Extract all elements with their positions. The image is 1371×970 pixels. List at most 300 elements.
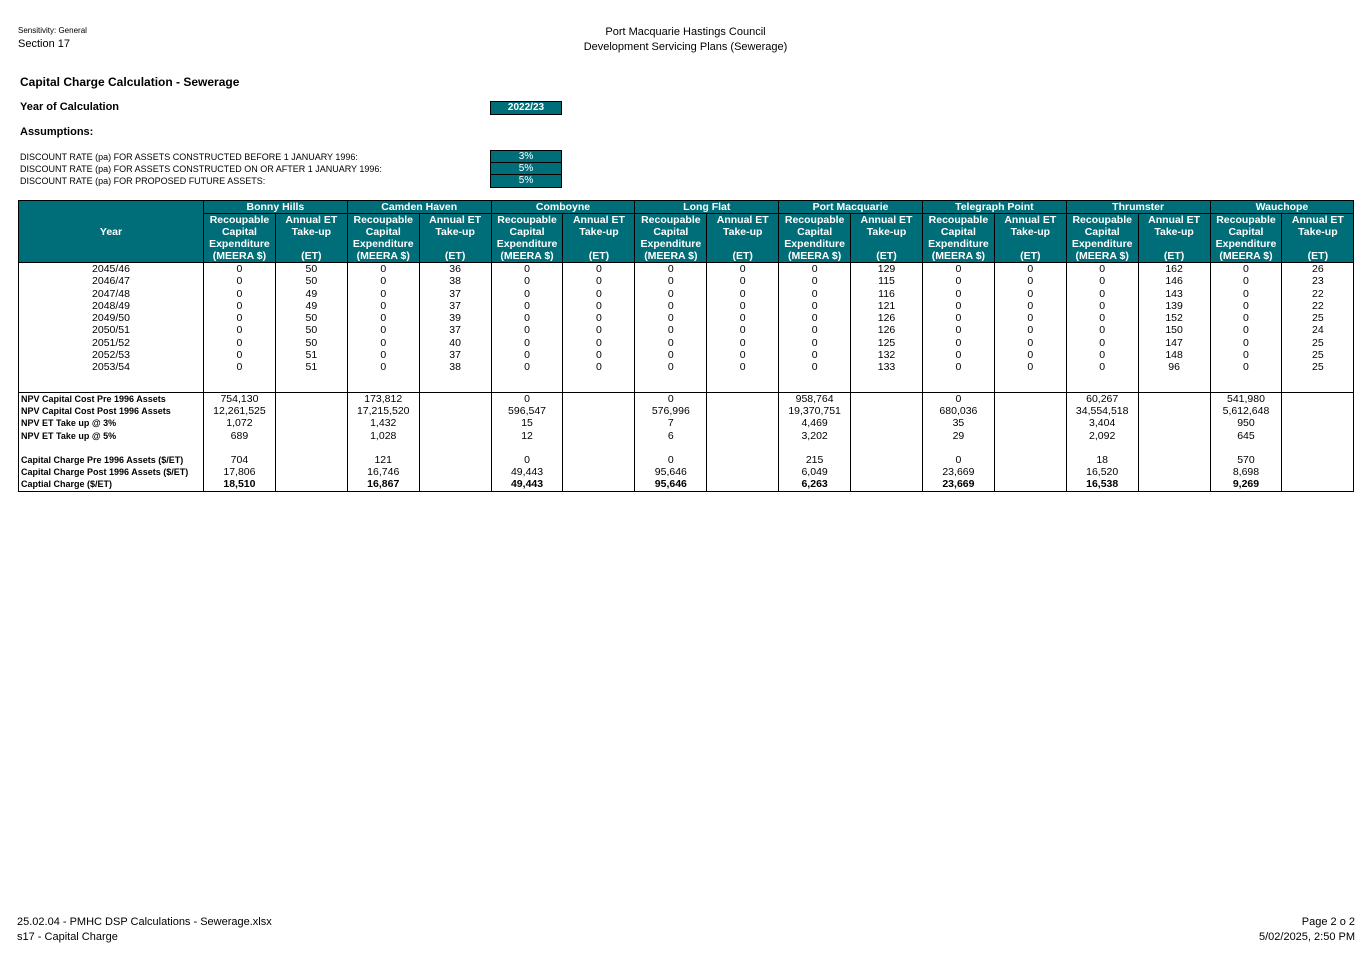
empty-cell	[275, 417, 347, 429]
discount-rate-value-pre-1996[interactable]: 3%	[490, 150, 562, 163]
city-header: Long Flat	[635, 201, 779, 214]
empty-cell	[419, 417, 491, 429]
footer-file-name: 25.02.04 - PMHC DSP Calculations - Sewerage.xlsx	[17, 916, 272, 928]
table-row	[19, 337, 1354, 349]
value-cell: 0	[779, 263, 851, 276]
value-cell: 0	[779, 275, 851, 287]
unit-meera-header: (MEERA $)	[1066, 250, 1138, 263]
value-cell: 23	[1282, 275, 1354, 287]
annual-et-header: Take-up	[851, 226, 923, 238]
empty-cell	[419, 405, 491, 417]
value-cell: 150	[1138, 324, 1210, 336]
year-cell: 2047/48	[19, 288, 204, 300]
summary-value: 1,432	[347, 417, 419, 429]
empty-cell	[563, 374, 635, 393]
value-cell: 0	[1210, 337, 1282, 349]
spacer-row	[19, 442, 1354, 454]
value-cell: 40	[419, 337, 491, 349]
summary-value: 754,130	[204, 392, 276, 405]
empty-cell	[1282, 442, 1354, 454]
value-cell: 0	[1210, 324, 1282, 336]
summary-value: 570	[1210, 454, 1282, 466]
empty-cell	[994, 430, 1066, 442]
empty-cell	[275, 405, 347, 417]
recoupable-capital-header: Recoupable	[347, 214, 419, 227]
empty-cell	[994, 392, 1066, 405]
value-cell: 0	[779, 337, 851, 349]
value-cell: 0	[347, 288, 419, 300]
header-plan: Development Servicing Plans (Sewerage)	[583, 41, 788, 53]
page-title: Capital Charge Calculation - Sewerage	[20, 75, 240, 89]
value-cell: 0	[347, 312, 419, 324]
empty-cell	[851, 478, 923, 491]
value-cell: 0	[635, 312, 707, 324]
value-cell: 0	[491, 349, 563, 361]
value-cell: 0	[204, 337, 276, 349]
empty-cell	[419, 454, 491, 466]
value-cell: 0	[491, 324, 563, 336]
recoupable-capital-header: Recoupable	[491, 214, 563, 227]
table-row	[19, 349, 1354, 361]
value-cell: 0	[922, 324, 994, 336]
recoupable-capital-header: Recoupable	[779, 214, 851, 227]
value-cell: 0	[635, 361, 707, 373]
year-cell: 2049/50	[19, 312, 204, 324]
annual-et-header	[563, 238, 635, 250]
empty-cell	[491, 442, 563, 454]
summary-label: Capital Charge Pre 1996 Assets ($/ET)	[19, 454, 204, 466]
empty-cell	[563, 454, 635, 466]
empty-cell	[707, 405, 779, 417]
value-cell: 0	[994, 337, 1066, 349]
value-cell: 0	[1066, 275, 1138, 287]
value-cell: 146	[1138, 275, 1210, 287]
recoupable-capital-header: Expenditure	[779, 238, 851, 250]
empty-cell	[1138, 454, 1210, 466]
value-cell: 38	[419, 275, 491, 287]
summary-value: 0	[922, 392, 994, 405]
empty-cell	[1138, 478, 1210, 491]
empty-cell	[1138, 417, 1210, 429]
empty-cell	[275, 392, 347, 405]
summary-value: 23,669	[922, 466, 994, 478]
unit-et-header: (ET)	[994, 250, 1066, 263]
empty-cell	[994, 405, 1066, 417]
summary-value: 958,764	[779, 392, 851, 405]
empty-cell	[1138, 466, 1210, 478]
summary-value: 541,980	[1210, 392, 1282, 405]
annual-et-header	[851, 238, 923, 250]
annual-et-header: Annual ET	[419, 214, 491, 227]
year-of-calculation-value[interactable]: 2022/23	[490, 101, 562, 115]
recoupable-capital-header: Capital	[779, 226, 851, 238]
summary-value: 16,538	[1066, 478, 1138, 491]
value-cell: 38	[419, 361, 491, 373]
value-cell: 116	[851, 288, 923, 300]
summary-value: 9,269	[1210, 478, 1282, 491]
value-cell: 148	[1138, 349, 1210, 361]
annual-et-header: Annual ET	[275, 214, 347, 227]
summary-value: 49,443	[491, 466, 563, 478]
value-cell: 126	[851, 312, 923, 324]
discount-rate-value-post-1996[interactable]: 5%	[490, 162, 562, 175]
summary-value: 689	[204, 430, 276, 442]
value-cell: 0	[491, 300, 563, 312]
table-header	[19, 201, 1354, 263]
value-cell: 0	[491, 361, 563, 373]
city-header: Telegraph Point	[922, 201, 1066, 214]
empty-cell	[419, 466, 491, 478]
value-cell: 0	[1210, 263, 1282, 276]
recoupable-capital-header: Expenditure	[922, 238, 994, 250]
empty-cell	[635, 374, 707, 393]
value-cell: 0	[779, 312, 851, 324]
value-cell: 0	[347, 300, 419, 312]
value-cell: 50	[275, 275, 347, 287]
value-cell: 0	[922, 361, 994, 373]
value-cell: 0	[563, 337, 635, 349]
empty-cell	[635, 442, 707, 454]
empty-cell	[1138, 442, 1210, 454]
value-cell: 0	[707, 275, 779, 287]
empty-cell	[419, 478, 491, 491]
empty-cell	[851, 405, 923, 417]
summary-value: 0	[922, 454, 994, 466]
empty-cell	[707, 417, 779, 429]
value-cell: 0	[563, 361, 635, 373]
empty-cell	[1138, 374, 1210, 393]
value-cell: 0	[707, 361, 779, 373]
empty-cell	[275, 442, 347, 454]
value-cell: 139	[1138, 300, 1210, 312]
summary-value: 950	[1210, 417, 1282, 429]
empty-cell	[19, 374, 204, 393]
unit-et-header: (ET)	[1282, 250, 1354, 263]
empty-cell	[19, 442, 204, 454]
annual-et-header	[994, 238, 1066, 250]
value-cell: 0	[635, 288, 707, 300]
value-cell: 0	[779, 288, 851, 300]
recoupable-capital-header: Capital	[491, 226, 563, 238]
summary-value: 576,996	[635, 405, 707, 417]
sensitivity-label: Sensitivity: General	[18, 26, 87, 35]
empty-cell	[994, 466, 1066, 478]
annual-et-header: Take-up	[1138, 226, 1210, 238]
summary-value: 5,612,648	[1210, 405, 1282, 417]
summary-value: 3,202	[779, 430, 851, 442]
unit-et-header: (ET)	[275, 250, 347, 263]
value-cell: 0	[347, 349, 419, 361]
summary-value: 15	[491, 417, 563, 429]
empty-cell	[1066, 374, 1138, 393]
value-cell: 25	[1282, 361, 1354, 373]
value-cell: 0	[563, 349, 635, 361]
summary-value: 0	[635, 454, 707, 466]
value-cell: 0	[204, 312, 276, 324]
value-cell: 147	[1138, 337, 1210, 349]
empty-cell	[563, 405, 635, 417]
recoupable-capital-header: Expenditure	[204, 238, 276, 250]
empty-cell	[1282, 374, 1354, 393]
value-cell: 0	[707, 349, 779, 361]
unit-meera-header: (MEERA $)	[347, 250, 419, 263]
unit-meera-header: (MEERA $)	[779, 250, 851, 263]
annual-et-header	[1282, 238, 1354, 250]
recoupable-capital-header: Expenditure	[1066, 238, 1138, 250]
empty-cell	[347, 442, 419, 454]
value-cell: 0	[779, 300, 851, 312]
value-cell: 51	[275, 361, 347, 373]
empty-cell	[419, 430, 491, 442]
summary-label: NPV Capital Cost Post 1996 Assets	[19, 405, 204, 417]
summary-value: 173,812	[347, 392, 419, 405]
summary-value: 16,746	[347, 466, 419, 478]
summary-value: 0	[635, 392, 707, 405]
value-cell: 39	[419, 312, 491, 324]
summary-label: NPV Capital Cost Pre 1996 Assets	[19, 392, 204, 405]
recoupable-capital-header: Expenditure	[635, 238, 707, 250]
summary-label: Captial Charge ($/ET)	[19, 478, 204, 491]
empty-cell	[275, 478, 347, 491]
recoupable-capital-header: Capital	[922, 226, 994, 238]
empty-cell	[563, 442, 635, 454]
value-cell: 50	[275, 312, 347, 324]
value-cell: 49	[275, 300, 347, 312]
empty-cell	[707, 392, 779, 405]
value-cell: 132	[851, 349, 923, 361]
empty-cell	[1210, 374, 1282, 393]
header-council: Port Macquarie Hastings Council	[605, 26, 766, 38]
value-cell: 0	[347, 275, 419, 287]
summary-value: 8,698	[1210, 466, 1282, 478]
recoupable-capital-header: Expenditure	[347, 238, 419, 250]
value-cell: 0	[994, 300, 1066, 312]
empty-cell	[994, 442, 1066, 454]
empty-cell	[922, 442, 994, 454]
empty-cell	[1210, 442, 1282, 454]
year-cell: 2051/52	[19, 337, 204, 349]
empty-cell	[1282, 478, 1354, 491]
value-cell: 0	[922, 349, 994, 361]
city-header: Bonny Hills	[204, 201, 348, 214]
annual-et-header: Annual ET	[1138, 214, 1210, 227]
value-cell: 25	[1282, 337, 1354, 349]
empty-cell	[1138, 392, 1210, 405]
value-cell: 0	[922, 300, 994, 312]
value-cell: 37	[419, 288, 491, 300]
value-cell: 0	[563, 288, 635, 300]
value-cell: 0	[922, 275, 994, 287]
summary-value: 0	[491, 392, 563, 405]
table-row	[19, 312, 1354, 324]
value-cell: 0	[204, 324, 276, 336]
recoupable-capital-header: Capital	[1210, 226, 1282, 238]
table-row	[19, 324, 1354, 336]
empty-cell	[994, 454, 1066, 466]
value-cell: 0	[204, 263, 276, 276]
section-label: Section 17	[18, 38, 70, 50]
header-row-labels	[19, 214, 1354, 227]
value-cell: 121	[851, 300, 923, 312]
value-cell: 0	[779, 361, 851, 373]
discount-rate-label-post-1996: DISCOUNT RATE (pa) FOR ASSETS CONSTRUCTED ON OR AFTER 1 JANUARY 1996:	[20, 164, 382, 174]
summary-value: 17,215,520	[347, 405, 419, 417]
empty-cell	[851, 417, 923, 429]
empty-cell	[1282, 417, 1354, 429]
annual-et-header: Take-up	[419, 226, 491, 238]
value-cell: 96	[1138, 361, 1210, 373]
empty-cell	[707, 478, 779, 491]
value-cell: 0	[563, 312, 635, 324]
empty-cell	[563, 392, 635, 405]
annual-et-header	[275, 238, 347, 250]
summary-label: Capital Charge Post 1996 Assets ($/ET)	[19, 466, 204, 478]
empty-cell	[1066, 442, 1138, 454]
city-header: Thrumster	[1066, 201, 1210, 214]
recoupable-capital-header: Recoupable	[922, 214, 994, 227]
value-cell: 0	[922, 337, 994, 349]
empty-cell	[851, 454, 923, 466]
city-header: Comboyne	[491, 201, 635, 214]
value-cell: 37	[419, 349, 491, 361]
empty-cell	[707, 374, 779, 393]
summary-label: NPV ET Take up @ 5%	[19, 430, 204, 442]
value-cell: 0	[204, 300, 276, 312]
value-cell: 0	[1066, 349, 1138, 361]
empty-cell	[419, 374, 491, 393]
value-cell: 24	[1282, 324, 1354, 336]
value-cell: 0	[1210, 361, 1282, 373]
value-cell: 26	[1282, 263, 1354, 276]
value-cell: 0	[491, 312, 563, 324]
annual-et-header: Annual ET	[563, 214, 635, 227]
empty-cell	[851, 466, 923, 478]
empty-cell	[1138, 405, 1210, 417]
annual-et-header: Take-up	[1282, 226, 1354, 238]
summary-value: 1,028	[347, 430, 419, 442]
empty-cell	[204, 442, 276, 454]
empty-cell	[994, 374, 1066, 393]
summary-value: 6,049	[779, 466, 851, 478]
recoupable-capital-header: Expenditure	[491, 238, 563, 250]
footer-datetime: 5/02/2025, 2:50 PM	[1258, 931, 1355, 943]
value-cell: 0	[922, 288, 994, 300]
summary-row	[19, 430, 1354, 442]
summary-value: 7	[635, 417, 707, 429]
value-cell: 0	[347, 361, 419, 373]
city-header: Port Macquarie	[779, 201, 923, 214]
empty-cell	[204, 374, 276, 393]
year-cell: 2053/54	[19, 361, 204, 373]
annual-et-header: Take-up	[275, 226, 347, 238]
value-cell: 0	[347, 263, 419, 276]
summary-value: 95,646	[635, 466, 707, 478]
value-cell: 0	[563, 300, 635, 312]
discount-rate-value-future[interactable]: 5%	[490, 174, 562, 188]
value-cell: 0	[635, 337, 707, 349]
unit-meera-header: (MEERA $)	[635, 250, 707, 263]
empty-cell	[275, 374, 347, 393]
value-cell: 0	[491, 263, 563, 276]
annual-et-header: Annual ET	[1282, 214, 1354, 227]
year-cell: 2045/46	[19, 263, 204, 276]
value-cell: 0	[1066, 337, 1138, 349]
unit-meera-header: (MEERA $)	[922, 250, 994, 263]
value-cell: 0	[994, 263, 1066, 276]
empty-cell	[994, 417, 1066, 429]
value-cell: 0	[1066, 300, 1138, 312]
value-cell: 0	[994, 349, 1066, 361]
summary-value: 35	[922, 417, 994, 429]
summary-value: 12,261,525	[204, 405, 276, 417]
value-cell: 126	[851, 324, 923, 336]
table-row	[19, 263, 1354, 276]
value-cell: 0	[347, 324, 419, 336]
empty-cell	[707, 430, 779, 442]
annual-et-header	[1138, 238, 1210, 250]
value-cell: 0	[1210, 349, 1282, 361]
summary-value: 596,547	[491, 405, 563, 417]
summary-value: 29	[922, 430, 994, 442]
annual-et-header: Annual ET	[994, 214, 1066, 227]
empty-cell	[779, 374, 851, 393]
value-cell: 0	[635, 300, 707, 312]
unit-et-header: (ET)	[851, 250, 923, 263]
header-row-units	[19, 250, 1354, 263]
value-cell: 162	[1138, 263, 1210, 276]
value-cell: 0	[1210, 312, 1282, 324]
empty-cell	[1282, 392, 1354, 405]
value-cell: 49	[275, 288, 347, 300]
value-cell: 0	[707, 324, 779, 336]
summary-value: 95,646	[635, 478, 707, 491]
summary-value: 18	[1066, 454, 1138, 466]
value-cell: 0	[635, 263, 707, 276]
table-row	[19, 300, 1354, 312]
value-cell: 143	[1138, 288, 1210, 300]
recoupable-capital-header: Capital	[204, 226, 276, 238]
year-cell: 2052/53	[19, 349, 204, 361]
value-cell: 0	[635, 324, 707, 336]
empty-cell	[1282, 405, 1354, 417]
value-cell: 22	[1282, 288, 1354, 300]
summary-value: 34,554,518	[1066, 405, 1138, 417]
value-cell: 0	[707, 300, 779, 312]
value-cell: 0	[1066, 312, 1138, 324]
summary-value: 16,520	[1066, 466, 1138, 478]
year-of-calculation-label: Year of Calculation	[20, 101, 120, 113]
summary-label: NPV ET Take up @ 3%	[19, 417, 204, 429]
header-row-labels	[19, 238, 1354, 250]
value-cell: 0	[922, 312, 994, 324]
value-cell: 50	[275, 324, 347, 336]
value-cell: 25	[1282, 312, 1354, 324]
summary-value: 704	[204, 454, 276, 466]
summary-row	[19, 478, 1354, 491]
city-header: Wauchope	[1210, 201, 1354, 214]
footer-sheet-name: s17 - Capital Charge	[17, 931, 118, 943]
assumptions-label: Assumptions:	[20, 126, 94, 138]
value-cell: 115	[851, 275, 923, 287]
summary-value: 2,092	[1066, 430, 1138, 442]
table-row	[19, 361, 1354, 373]
recoupable-capital-header: Capital	[635, 226, 707, 238]
discount-rate-label-future: DISCOUNT RATE (pa) FOR PROPOSED FUTURE ASSETS:	[20, 176, 266, 186]
summary-value: 645	[1210, 430, 1282, 442]
year-header: Year	[19, 201, 204, 263]
empty-cell	[707, 466, 779, 478]
value-cell: 152	[1138, 312, 1210, 324]
